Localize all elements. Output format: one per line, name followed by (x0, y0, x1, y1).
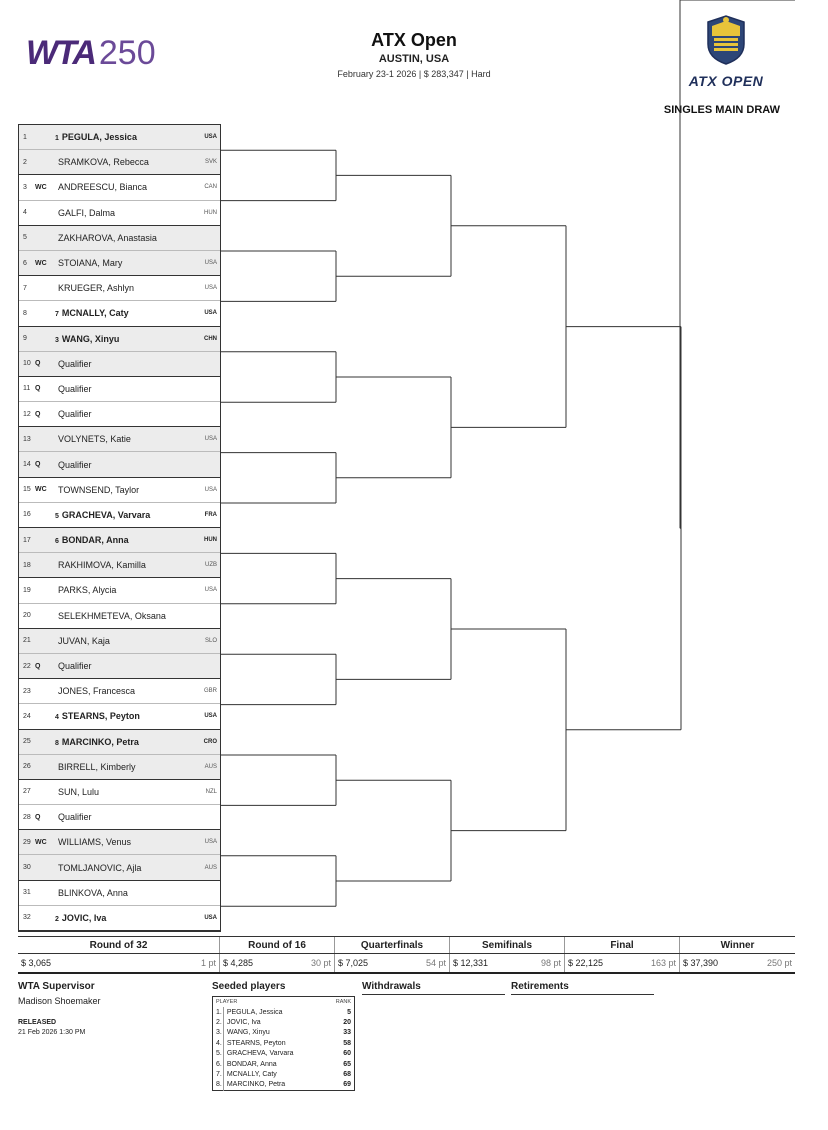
player-country: AUS (204, 763, 217, 770)
seed-number: 1 (55, 135, 59, 143)
player-country: USA (204, 486, 217, 493)
seeded-players-block (212, 981, 355, 1091)
player-country: USA (204, 914, 217, 921)
entry-status: WC (35, 486, 47, 494)
draw-name: SINGLES MAIN DRAW (663, 104, 780, 116)
seeded-row (213, 1049, 355, 1059)
entry-status: WC (35, 183, 47, 191)
seeded-players-table (212, 996, 355, 1091)
retirements-label: Retirements (511, 981, 654, 995)
seeded-row (213, 1038, 355, 1048)
draw-position: 26 (23, 763, 31, 771)
draw-position: 18 (23, 561, 31, 569)
seeded-row (213, 1007, 355, 1017)
player-name-text: GALFI, Dalma (58, 207, 116, 218)
draw-position: 19 (23, 586, 31, 594)
entry-status: Q (35, 813, 41, 821)
prize-round-header: Semifinals (450, 937, 565, 953)
player-country: UZB (205, 562, 217, 569)
player-name-text: Qualifier (58, 459, 92, 470)
prize-cell (335, 954, 450, 972)
seeded-rank: 69 (343, 1081, 351, 1089)
prize-round-header: Round of 32 (18, 937, 220, 953)
seeded-rank: 5 (347, 1008, 351, 1016)
seed-number: 5 (55, 512, 59, 520)
seeded-number: 4. (213, 1038, 224, 1048)
player-name-text: VOLYNETS, Katie (58, 434, 131, 445)
seed-number: 4 (55, 714, 59, 722)
released-block (18, 1019, 85, 1036)
supervisor-block (18, 981, 101, 1006)
prize-round-header: Winner (720, 940, 755, 951)
draw-position: 20 (23, 612, 31, 620)
entry-status: Q (35, 662, 41, 670)
prize-points: 250 pt (766, 958, 792, 968)
player-country: USA (204, 436, 217, 443)
draw-position: 29 (23, 838, 31, 846)
draw-position: 25 (23, 738, 31, 746)
player-name-text: JOVIC, Iva (61, 912, 107, 923)
draw-position: 22 (23, 662, 31, 670)
player-name-text: ANDREESCU, Bianca (58, 182, 148, 193)
draw-position: 9 (23, 335, 27, 343)
draw-position: 24 (23, 712, 31, 720)
seeded-rank: 33 (343, 1029, 351, 1037)
entry-status: WC (35, 259, 47, 267)
seeded-rank: 58 (343, 1039, 351, 1047)
seeded-player: MCNALLY, Caty (226, 1071, 277, 1079)
prize-cell (18, 954, 220, 972)
prize-cell (565, 954, 680, 972)
seed-number: 8 (55, 739, 59, 747)
player-name-text: GRACHEVA, Varvara (61, 509, 151, 520)
player-name-text: TOMLJANOVIC, Ajla (58, 862, 142, 873)
seeded-number: 1. (213, 1007, 224, 1017)
prize-points: 163 pt (650, 958, 676, 968)
seeded-number: 3. (213, 1028, 224, 1038)
draw-position: 5 (23, 234, 27, 242)
player-country: HUN (204, 537, 217, 544)
player-name-text: MARCINKO, Petra (61, 736, 139, 747)
player-country: USA (204, 260, 217, 267)
draw-position: 32 (23, 914, 31, 922)
seeded-player: PEGULA, Jessica (226, 1008, 283, 1016)
seeded-number: 7. (213, 1069, 224, 1079)
player-country: USA (204, 587, 217, 594)
entry-status: Q (35, 385, 41, 393)
seeded-player: BONDAR, Anna (226, 1060, 277, 1068)
player-name-text: WILLIAMS, Venus (58, 837, 132, 848)
player-country: USA (204, 310, 217, 317)
player-country: GBR (203, 688, 217, 695)
withdrawals-label: Withdrawals (362, 981, 505, 995)
seeded-player: MARCINKO, Petra (226, 1081, 286, 1089)
player-country: CRO (203, 738, 217, 745)
draw-position: 6 (23, 259, 27, 267)
draw-position: 16 (23, 511, 31, 519)
draw-position: 10 (23, 360, 31, 368)
player-name-text: TOWNSEND, Taylor (58, 484, 140, 495)
prize-amount: $ 7,025 (338, 958, 369, 968)
prize-amount: $ 37,390 (683, 958, 719, 968)
seed-number: 6 (55, 538, 59, 546)
prize-cell (220, 954, 335, 972)
tournament-title: ATX Open (371, 30, 457, 50)
player-name-text: BIRRELL, Kimberly (58, 761, 136, 772)
seed-number: 3 (55, 336, 59, 344)
player-country: NZL (205, 788, 217, 795)
draw-position: 2 (23, 158, 27, 166)
prize-round-header: Final (565, 937, 680, 953)
prize-round-headers (18, 936, 795, 954)
seeded-player: WANG, Xinyu (226, 1029, 270, 1037)
draw-position: 21 (23, 637, 31, 645)
draw-position: 14 (23, 461, 31, 469)
tournament-details: February 23-1 2026 | $ 283,347 | Hard (337, 69, 491, 79)
player-country: USA (204, 134, 217, 141)
player-country: USA (204, 285, 217, 292)
seeded-rank: 60 (343, 1050, 351, 1058)
prize-points: 1 pt (200, 958, 216, 968)
prize-amount: $ 22,125 (568, 958, 604, 968)
draw-position: 30 (23, 864, 31, 872)
seeded-number: 5. (213, 1049, 224, 1059)
prize-amount: $ 3,065 (21, 958, 52, 968)
seeded-players-label: Seeded players (212, 981, 286, 992)
supervisor-label: WTA Supervisor (18, 981, 95, 992)
player-name-text: Qualifier (58, 812, 92, 823)
supervisor-name: Madison Shoemaker (18, 996, 101, 1006)
seeded-col-rank: RANK (335, 999, 351, 1005)
released-label: RELEASED (18, 1019, 57, 1026)
draw-position: 13 (23, 435, 31, 443)
wta-logo-text: WTA (26, 34, 95, 72)
player-name-text: PARKS, Alycia (58, 585, 117, 596)
player-name-text: KRUEGER, Ashlyn (58, 283, 135, 294)
player-name-text: BONDAR, Anna (61, 535, 129, 546)
player-name-text: WANG, Xinyu (61, 333, 120, 344)
draw-position: 31 (23, 889, 31, 897)
released-date: 21 Feb 2026 1:30 PM (18, 1029, 86, 1036)
player-name-text: BLINKOVA, Anna (58, 887, 128, 898)
prize-cell (450, 954, 565, 972)
seeded-row (213, 1028, 355, 1038)
prize-amount: $ 4,285 (223, 958, 254, 968)
player-name-text: MCNALLY, Caty (61, 308, 129, 319)
player-country: AUS (204, 864, 217, 871)
player-country: USA (204, 713, 217, 720)
player-name-text: ZAKHAROVA, Anastasia (58, 232, 157, 243)
seeded-row (213, 1069, 355, 1079)
prize-points: 98 pt (540, 958, 561, 968)
player-name-text: Qualifier (58, 409, 92, 420)
prize-points: 30 pt (310, 958, 331, 968)
tier-number: 250 (98, 34, 156, 72)
draw-position: 3 (23, 183, 27, 191)
seeded-player: STEARNS, Peyton (226, 1039, 286, 1047)
seeded-row (213, 1017, 355, 1027)
draw-position: 7 (23, 284, 27, 292)
player-name-text: Qualifier (58, 661, 92, 672)
player-name-text: Qualifier (58, 383, 92, 394)
seeded-player: JOVIC, Iva (226, 1019, 261, 1027)
prize-values (18, 954, 795, 974)
draw-position: 11 (23, 385, 31, 393)
draw-position: 15 (23, 486, 31, 494)
seeded-rank: 68 (343, 1071, 351, 1079)
seeded-row (213, 1080, 355, 1090)
player-name-text: SELEKHMETEVA, Oksana (58, 610, 166, 621)
tournament-city: AUSTIN, USA (378, 53, 450, 65)
draw-position: 8 (23, 309, 27, 317)
seeded-rank: 20 (343, 1019, 351, 1027)
player-name-text: JUVAN, Kaja (58, 635, 110, 646)
draw-position: 12 (23, 410, 31, 418)
player-name-text: RAKHIMOVA, Kamilla (58, 560, 146, 571)
prize-cell (680, 954, 795, 972)
seeded-number: 6. (213, 1059, 224, 1069)
prize-round-header: Round of 16 (220, 937, 335, 953)
player-name-text: JONES, Francesca (58, 686, 136, 697)
seed-number: 7 (55, 311, 59, 319)
seeded-rank: 65 (343, 1060, 351, 1068)
seeded-player: GRACHEVA, Varvara (226, 1050, 294, 1058)
player-name-text: SUN, Lulu (58, 786, 100, 797)
seed-number: 2 (55, 915, 59, 923)
seeded-col-player: PLAYER (216, 999, 238, 1005)
prize-round-header: Quarterfinals (335, 937, 450, 953)
prize-amount: $ 12,331 (453, 958, 489, 968)
player-name-text: STEARNS, Peyton (61, 711, 140, 722)
player-country: SLO (204, 637, 217, 644)
draw-position: 28 (23, 813, 31, 821)
player-country: USA (204, 839, 217, 846)
player-name-text: PEGULA, Jessica (61, 132, 137, 143)
draw-position: 4 (23, 209, 27, 217)
entry-status: Q (35, 461, 41, 469)
entry-status: Q (35, 360, 41, 368)
entry-status: Q (35, 410, 41, 418)
seeded-number: 8. (213, 1080, 224, 1090)
atx-open-logo-text: ATX OPEN (688, 73, 764, 89)
player-name-text: SRAMKOVA, Rebecca (58, 157, 149, 168)
player-country: CHN (204, 335, 217, 342)
player-name-text: Qualifier (58, 358, 92, 369)
player-country: HUN (204, 209, 217, 216)
seeded-row (213, 1059, 355, 1069)
prize-money-table (18, 936, 795, 974)
seeded-number: 2. (213, 1017, 224, 1027)
player-country: SVK (204, 159, 217, 166)
player-name-text: STOIANA, Mary (58, 258, 123, 269)
entry-status: WC (35, 838, 47, 846)
prize-points: 54 pt (425, 958, 446, 968)
draw-position: 1 (23, 133, 27, 141)
draw-position: 27 (23, 788, 31, 796)
player-country: CAN (204, 184, 217, 191)
player-country: FRA (204, 511, 217, 518)
draw-position: 23 (23, 687, 31, 695)
draw-position: 17 (23, 536, 31, 544)
